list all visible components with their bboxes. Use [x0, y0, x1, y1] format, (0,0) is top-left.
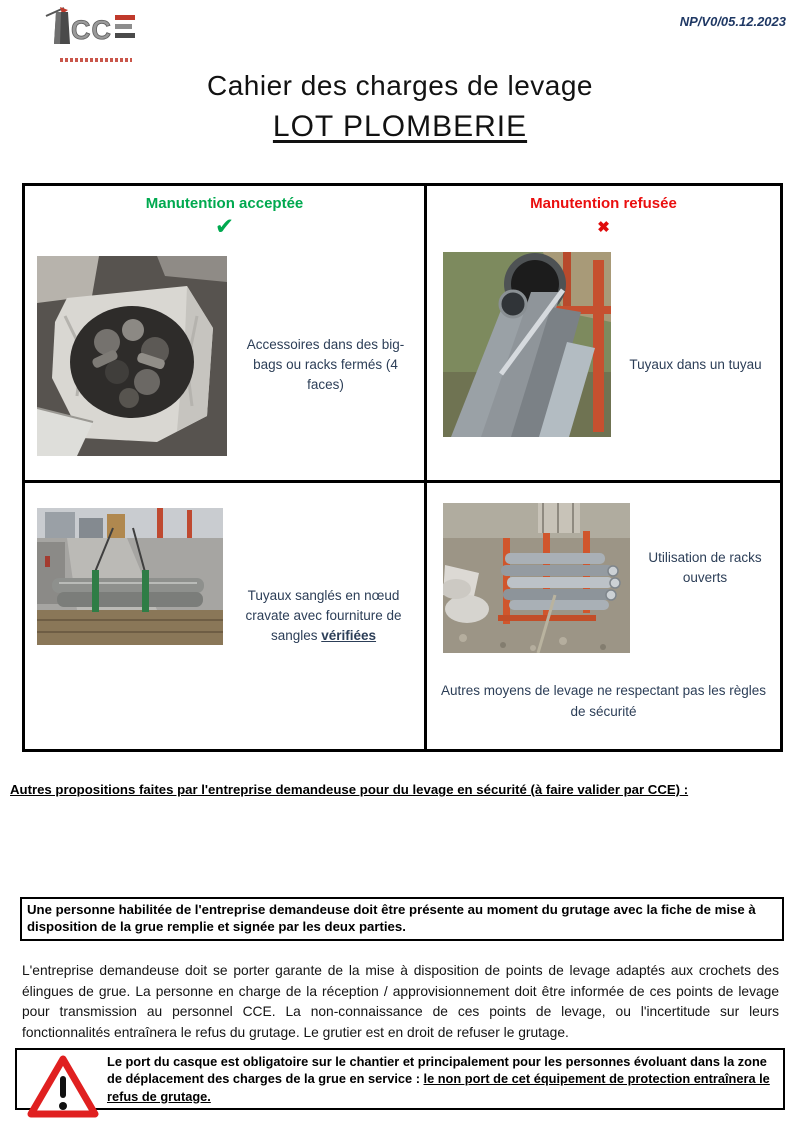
title-block: [0, 70, 800, 144]
accepted-caption-bigbags: Accessoires dans des big-bags ou racks fermés (4 faces): [246, 336, 405, 393]
accepted-row-strapped-pipes: [25, 483, 424, 749]
cross-icon: ✖: [597, 219, 610, 236]
page-subtitle: LOT PLOMBERIE: [272, 110, 528, 143]
refused-caption-open-racks: Utilisation de racks ouverts: [648, 549, 762, 585]
caption-emphasis: vérifiées: [321, 628, 377, 644]
helmet-warning-box: [15, 1048, 785, 1110]
handling-comparison-table: [22, 183, 783, 752]
page-header: [38, 6, 790, 62]
lifting-points-paragraph: L'entreprise demandeuse doit se porter garante de la mise à disposition de points de levage adaptés aux crochets des élingues de grue. La personne en charge de la réception / approvisionnement doit être informée de ces points de levage pour transmission au personnel CCE. La non-connaissance de ces points de levage, ou l'incertitude sur leurs fonctionnalités entraînera le refus du grutage. Le grutier est en droit de refuser le grutage.: [22, 963, 779, 1041]
check-icon: ✔: [214, 213, 235, 239]
refused-header-label: Manutention refusée: [530, 195, 677, 212]
helmet-warning-text: [107, 1050, 775, 1105]
warning-text-underlined: le non port de cet équipement de protection entraînera le refus de grutage.: [107, 1071, 770, 1104]
accepted-header-label: Manutention acceptée: [145, 195, 304, 212]
accepted-header: [25, 186, 424, 250]
cce-logo: [38, 6, 148, 62]
document-reference: NP/V0/05.12.2023: [679, 14, 786, 29]
page-title: Cahier des charges de levage: [206, 70, 593, 101]
presence-requirement-box: Une personne habilitée de l'entreprise demandeuse doit être présente au moment du grutage avec la fiche de mise à disposition de la grue remplie et signée par les deux parties.: [20, 897, 784, 941]
refused-row-pipes-in-pipe: [427, 250, 780, 483]
refused-caption-pipes-in-pipe: Tuyaux dans un tuyau: [629, 356, 762, 372]
warning-triangle-icon: [27, 1054, 99, 1120]
refused-row-open-racks: [427, 483, 780, 749]
column-refused: [427, 186, 780, 749]
caption-text: Tuyaux sanglés en nœud cravate avec fourniture de sangles: [245, 587, 402, 644]
logo-tagline: [60, 58, 132, 62]
cce-logo-icon: [38, 6, 142, 52]
warning-text-plain: Le port du casque est obligatoire sur le chantier et principalement pour les personnes évoluant dans la zone de déplacement des charges de la grue en service :: [107, 1054, 767, 1087]
svg-text:CC: CC: [71, 15, 112, 45]
accepted-caption-strapped-pipes: [223, 586, 424, 647]
refused-footer-caption: Autres moyens de levage ne respectant pas les règles de sécurité: [441, 683, 766, 720]
column-accepted: [25, 186, 427, 749]
photo-bigbag-accessories: [37, 256, 227, 480]
refused-header: [427, 186, 780, 250]
photo-strapped-pipes: [37, 508, 223, 749]
accepted-row-bigbags: [25, 250, 424, 483]
proposals-line: Autres propositions faites par l'entreprise demandeuse pour du levage en sécurité (à faire valider par CCE) :: [10, 782, 689, 797]
photo-open-racks: [443, 503, 630, 653]
photo-pipes-in-pipe: [443, 252, 611, 480]
